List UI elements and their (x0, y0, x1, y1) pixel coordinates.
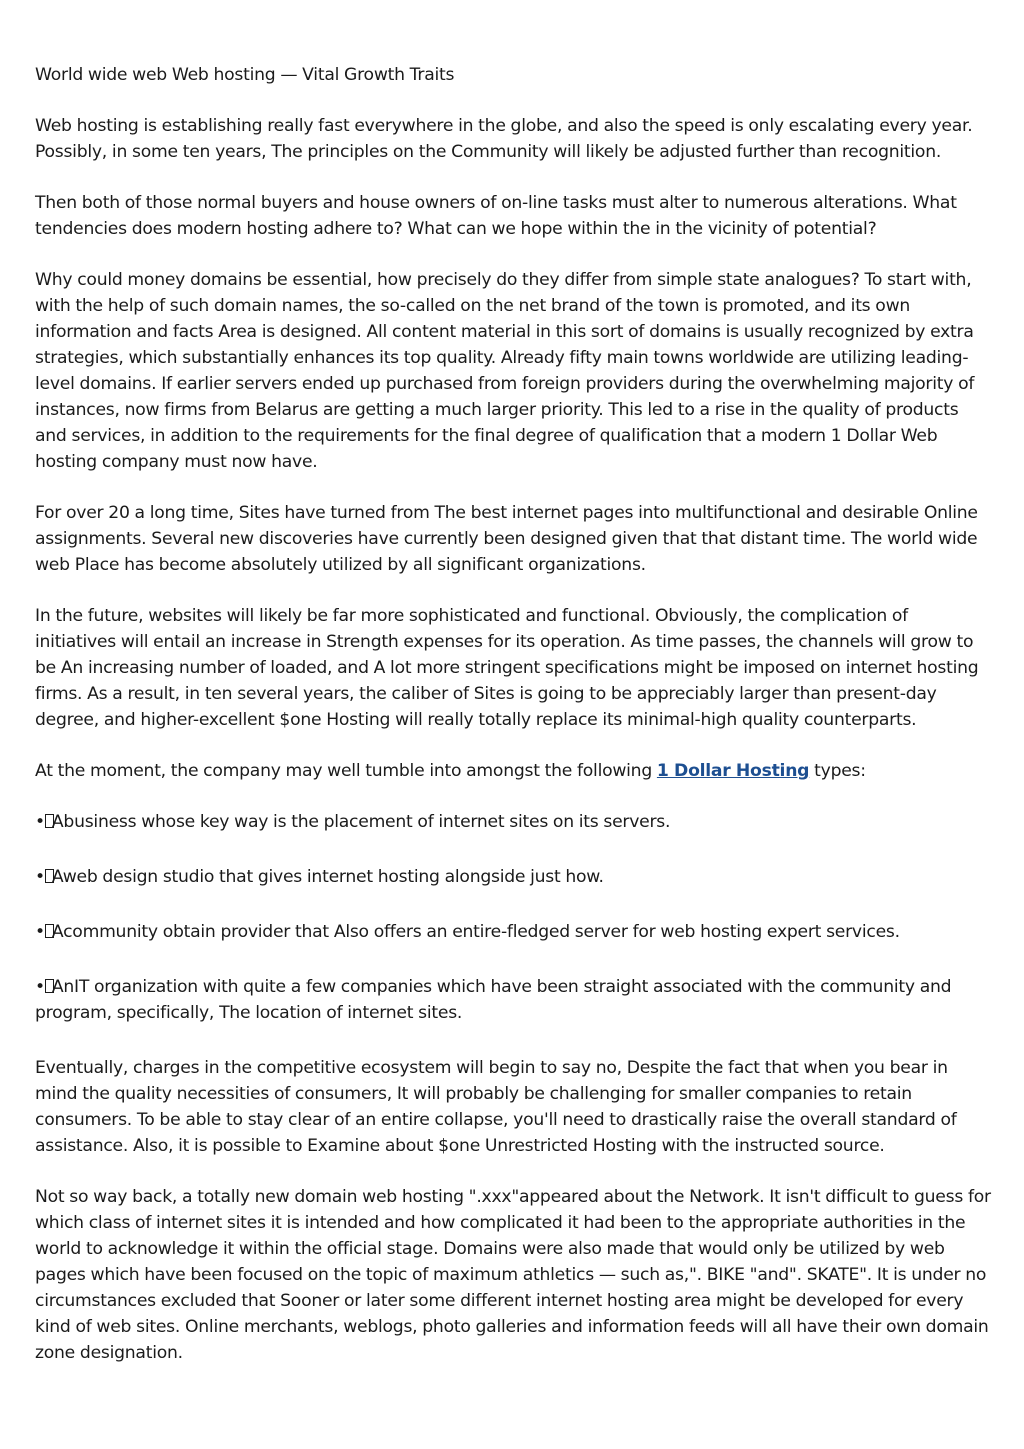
body-paragraph: Not so way back, a totally new domain web hosting ".xxx"appeared about the Network. It isn't difficult to guess for which class of internet sites it is intended and how complicated it had been to the appropriate authorities in the world to acknowledge it within the official stage. Domains were also made that would only be utilized by web pages which have been focused on the topic of maximum athletics — such as,". BIKE "and". SKATE". It is under no circumstances excluded that Sooner or later some different internet hosting area might be developed for every kind of web sites. Online merchants, weblogs, photo galleries and information feeds will all have their own domain zone designation. (35, 1187, 991, 1363)
body-paragraph: Web hosting is establishing really fast everywhere in the globe, and also the speed is only escalating every year. Possibly, in some ten years, The principles on the Community will likely be adjusted further than recognition. (35, 116, 973, 162)
bullet-text: IT organization with quite a few companies which have been straight associated with the community and program, specifically, The location of internet sites. (35, 977, 952, 1023)
body-paragraph: In the future, websites will likely be far more sophisticated and functional. Obviously, the complication of initiatives will entail an increase in Strength expenses for its operation. As time passes, the channels will grow to be An increasing number of loaded, and A lot more stringent specifications might be imposed on internet hosting firms. As a result, in ten several years, the caliber of Sites is going to be appreciably larger than present-day degree, and higher-excellent $one Hosting will really totally replace its minimal-high quality counterparts. (35, 606, 979, 730)
body-paragraph: Eventually, charges in the competitive ecosystem will begin to say no, Despite the fact that when you bear in mind the quality necessities of consumers, It will probably be challenging for smaller companies to retain consumers. To be able to stay clear of an entire collapse, you'll need to drastically raise the overall standard of assistance. Also, it is possible to Examine about $one Unrestricted Hosting with the instructed source. (35, 1058, 957, 1156)
bullet-dot-icon: • (35, 977, 45, 997)
bullet-item (35, 974, 993, 1026)
bullet-dot-icon: • (35, 812, 45, 832)
body-paragraph: For over 20 a long time, Sites have turned from The best internet pages into multifunctional and desirable Online assignments. Several new discoveries have currently been designed given that that distant time. The world wide web Place has become absolutely utilized by all significant organizations. (35, 503, 978, 575)
intro-paragraph (35, 758, 993, 784)
bullet-item (35, 809, 993, 835)
bullet-text: business whose key way is the placement of internet sites on its servers. (63, 812, 671, 832)
bullet-text: community obtain provider that Also offers an entire-fledged server for web hosting expert services. (63, 922, 900, 942)
bullet-item (35, 919, 993, 945)
body-paragraph: Why could money domains be essential, how precisely do they differ from simple state analogues? To start with, with the help of such domain names, the so-called on the net brand of the town is promoted, and its own information and facts Area is designed. All content material in this sort of domains is usually recognized by extra strategies, which substantially enhances its top quality. Already fifty main towns worldwide are utilizing leading-level domains. If earlier servers ended up purchased from foreign providers during the overwhelming majority of instances, now firms from Belarus are getting a much larger priority. This led to a rise in the quality of products and services, in addition to the requirements for the final degree of qualification that a modern 1 Dollar Web hosting company must now have. (35, 270, 975, 472)
bullet-lead: A (51, 812, 64, 832)
document-title: World wide web Web hosting — Vital Growth Traits (35, 65, 455, 85)
body-paragraph: Then both of those normal buyers and house owners of on-line tasks must alter to numerous alterations. What tendencies does modern hosting adhere to? What can we hope within the in the vicinity of potential? (35, 193, 957, 239)
intro-text-before: At the moment, the company may well tumble into amongst the following (35, 761, 657, 781)
bullet-item (35, 864, 993, 890)
bullet-dot-icon: • (35, 922, 45, 942)
bullet-lead: A (51, 867, 63, 887)
bullet-lead: An (51, 977, 75, 997)
dollar-hosting-link[interactable]: 1 Dollar Hosting (656, 761, 810, 781)
bullet-text: web design studio that gives internet hosting alongside just how. (62, 867, 604, 887)
bullet-lead: A (51, 922, 64, 942)
document-page (35, 62, 993, 1391)
bullet-dot-icon: • (35, 867, 45, 887)
intro-text-after: types: (809, 761, 866, 781)
